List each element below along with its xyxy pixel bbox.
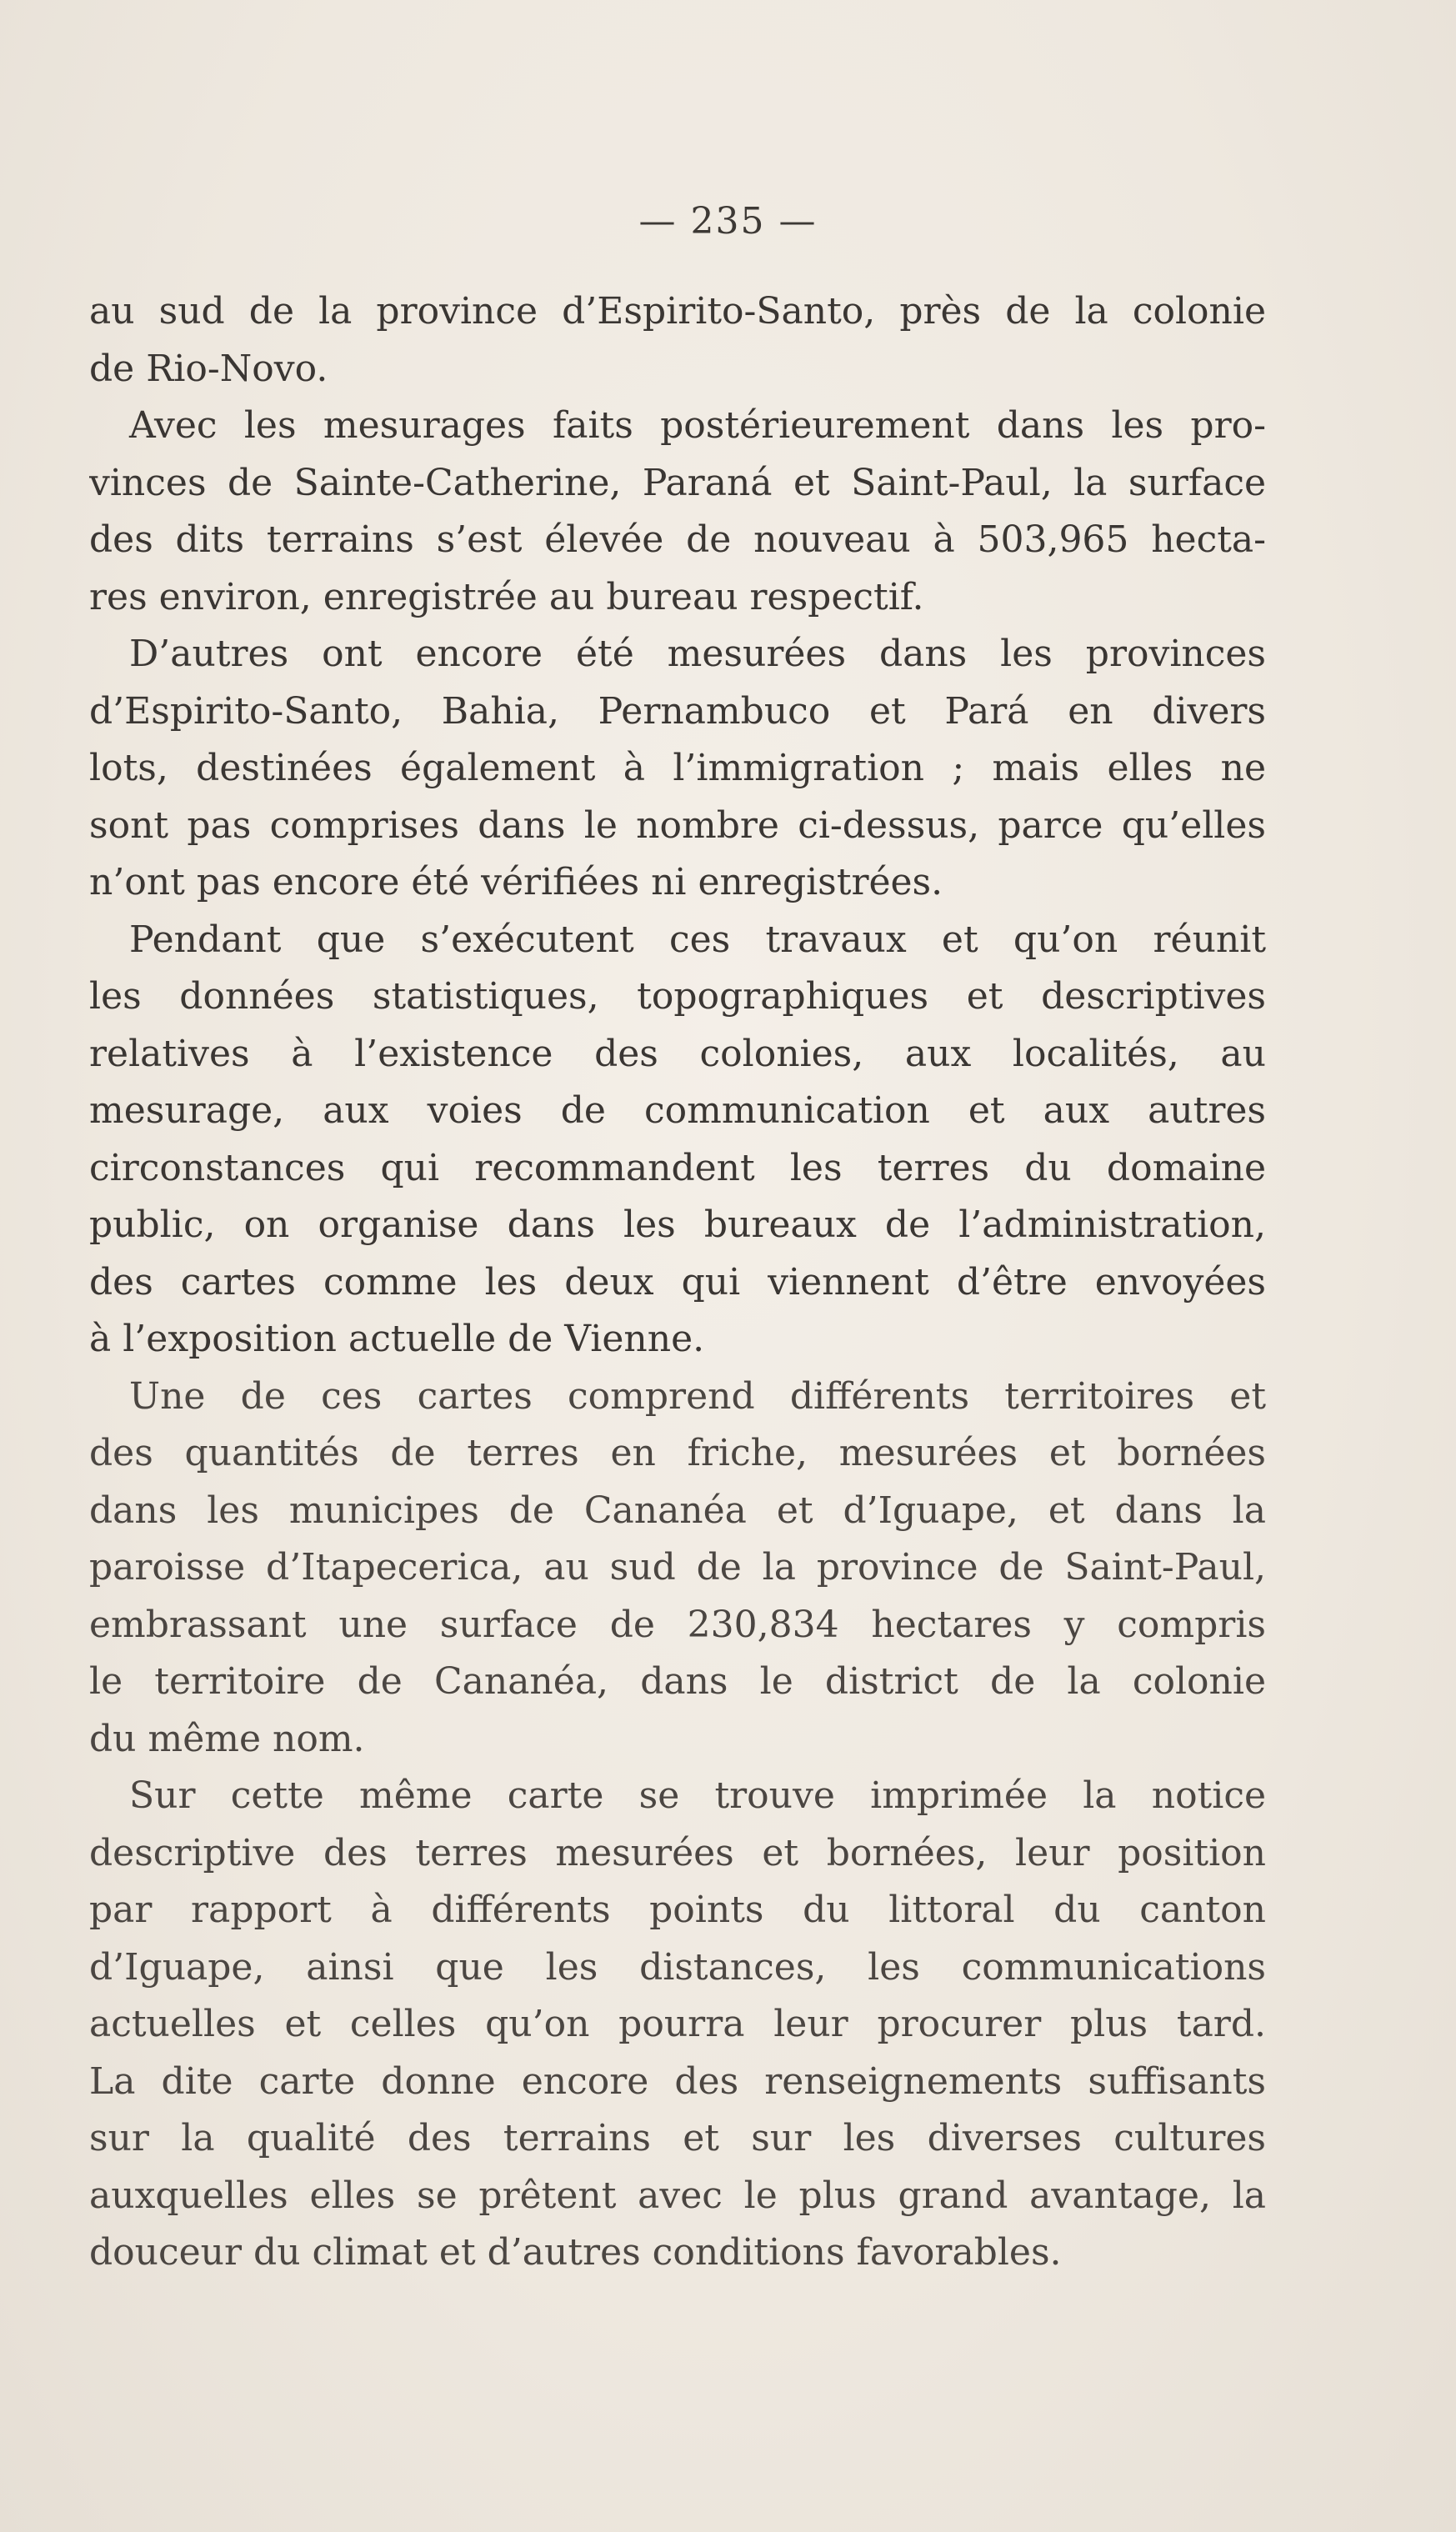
text-line: vinces de Sainte-Catherine, Paraná et Saint-Paul, la surface bbox=[89, 461, 1266, 504]
text-line: mesurage, aux voies de communication et aux autres bbox=[89, 1089, 1266, 1132]
text-line: descriptive des terres mesurées et bornées, leur position bbox=[89, 1831, 1266, 1874]
text-line: dans les municipes de Cananéa et d’Iguape, et dans la bbox=[89, 1489, 1266, 1532]
text-line: actuelles et celles qu’on pourra leur procurer plus tard. bbox=[89, 2003, 1266, 2045]
text-line: Une de ces cartes comprend différents territoires et bbox=[129, 1374, 1266, 1418]
text-line: paroisse d’Itapecerica, au sud de la province de Saint-Paul, bbox=[89, 1546, 1266, 1589]
text-line: au sud de la province d’Espirito-Santo, près de la colonie bbox=[89, 290, 1266, 333]
text-line: public, on organise dans les bureaux de l’administration, bbox=[89, 1203, 1266, 1246]
text-line: circonstances qui recommandent les terres du domaine bbox=[89, 1146, 1266, 1189]
text-line: d’Iguape, ainsi que les distances, les communications bbox=[89, 1945, 1266, 1989]
text-line: par rapport à différents points du littoral du canton bbox=[89, 1889, 1266, 1931]
text-line: D’autres ont encore été mesurées dans les provinces bbox=[129, 633, 1266, 675]
text-line: lots, destinées également à l’immigration ; mais elles ne bbox=[89, 747, 1266, 789]
text-line: relatives à l’existence des colonies, aux localités, au bbox=[89, 1032, 1266, 1075]
text-line: à l’exposition actuelle de Vienne. bbox=[89, 1318, 705, 1360]
text-line: sur la qualité des terrains et sur les diverses cultures bbox=[89, 2117, 1266, 2159]
text-line: auxquelles elles se prêtent avec le plus grand avantage, la bbox=[89, 2174, 1266, 2217]
text-line: Sur cette même carte se trouve imprimée la notice bbox=[129, 1774, 1266, 1817]
text-line: des dits terrains s’est élevée de nouveau à 503,965 hecta- bbox=[89, 518, 1266, 561]
text-line: sont pas comprises dans le nombre ci-dessus, parce qu’elles bbox=[89, 803, 1266, 847]
text-line: res environ, enregistrée au bureau respectif. bbox=[89, 575, 924, 618]
text-line: du même nom. bbox=[89, 1717, 365, 1760]
text-line: La dite carte donne encore des renseignements suffisants bbox=[89, 2059, 1266, 2103]
text-line: des quantités de terres en friche, mesurées et bornées bbox=[89, 1432, 1266, 1474]
text-line: Pendant que s’exécutent ces travaux et qu’on réunit bbox=[129, 918, 1266, 961]
text-line: le territoire de Cananéa, dans le district de la colonie bbox=[89, 1660, 1266, 1703]
text-line: douceur du climat et d’autres conditions favorables. bbox=[89, 2231, 1062, 2274]
text-line: des cartes comme les deux qui viennent d’être envoyées bbox=[89, 1260, 1266, 1304]
text-line: n’ont pas encore été vérifiées ni enregistrées. bbox=[89, 861, 943, 903]
text-line: embrassant une surface de 230,834 hectares y compris bbox=[89, 1603, 1266, 1646]
text-line: Avec les mesurages faits postérieurement dans les pro- bbox=[129, 404, 1266, 447]
text-line: d’Espirito-Santo, Bahia, Pernambuco et Pará en divers bbox=[89, 689, 1266, 733]
body-text bbox=[89, 283, 1266, 2282]
text-line: de Rio-Novo. bbox=[89, 347, 328, 390]
text-line: les données statistiques, topographiques et descriptives bbox=[89, 975, 1266, 1018]
page-number: — 235 — bbox=[638, 200, 818, 243]
